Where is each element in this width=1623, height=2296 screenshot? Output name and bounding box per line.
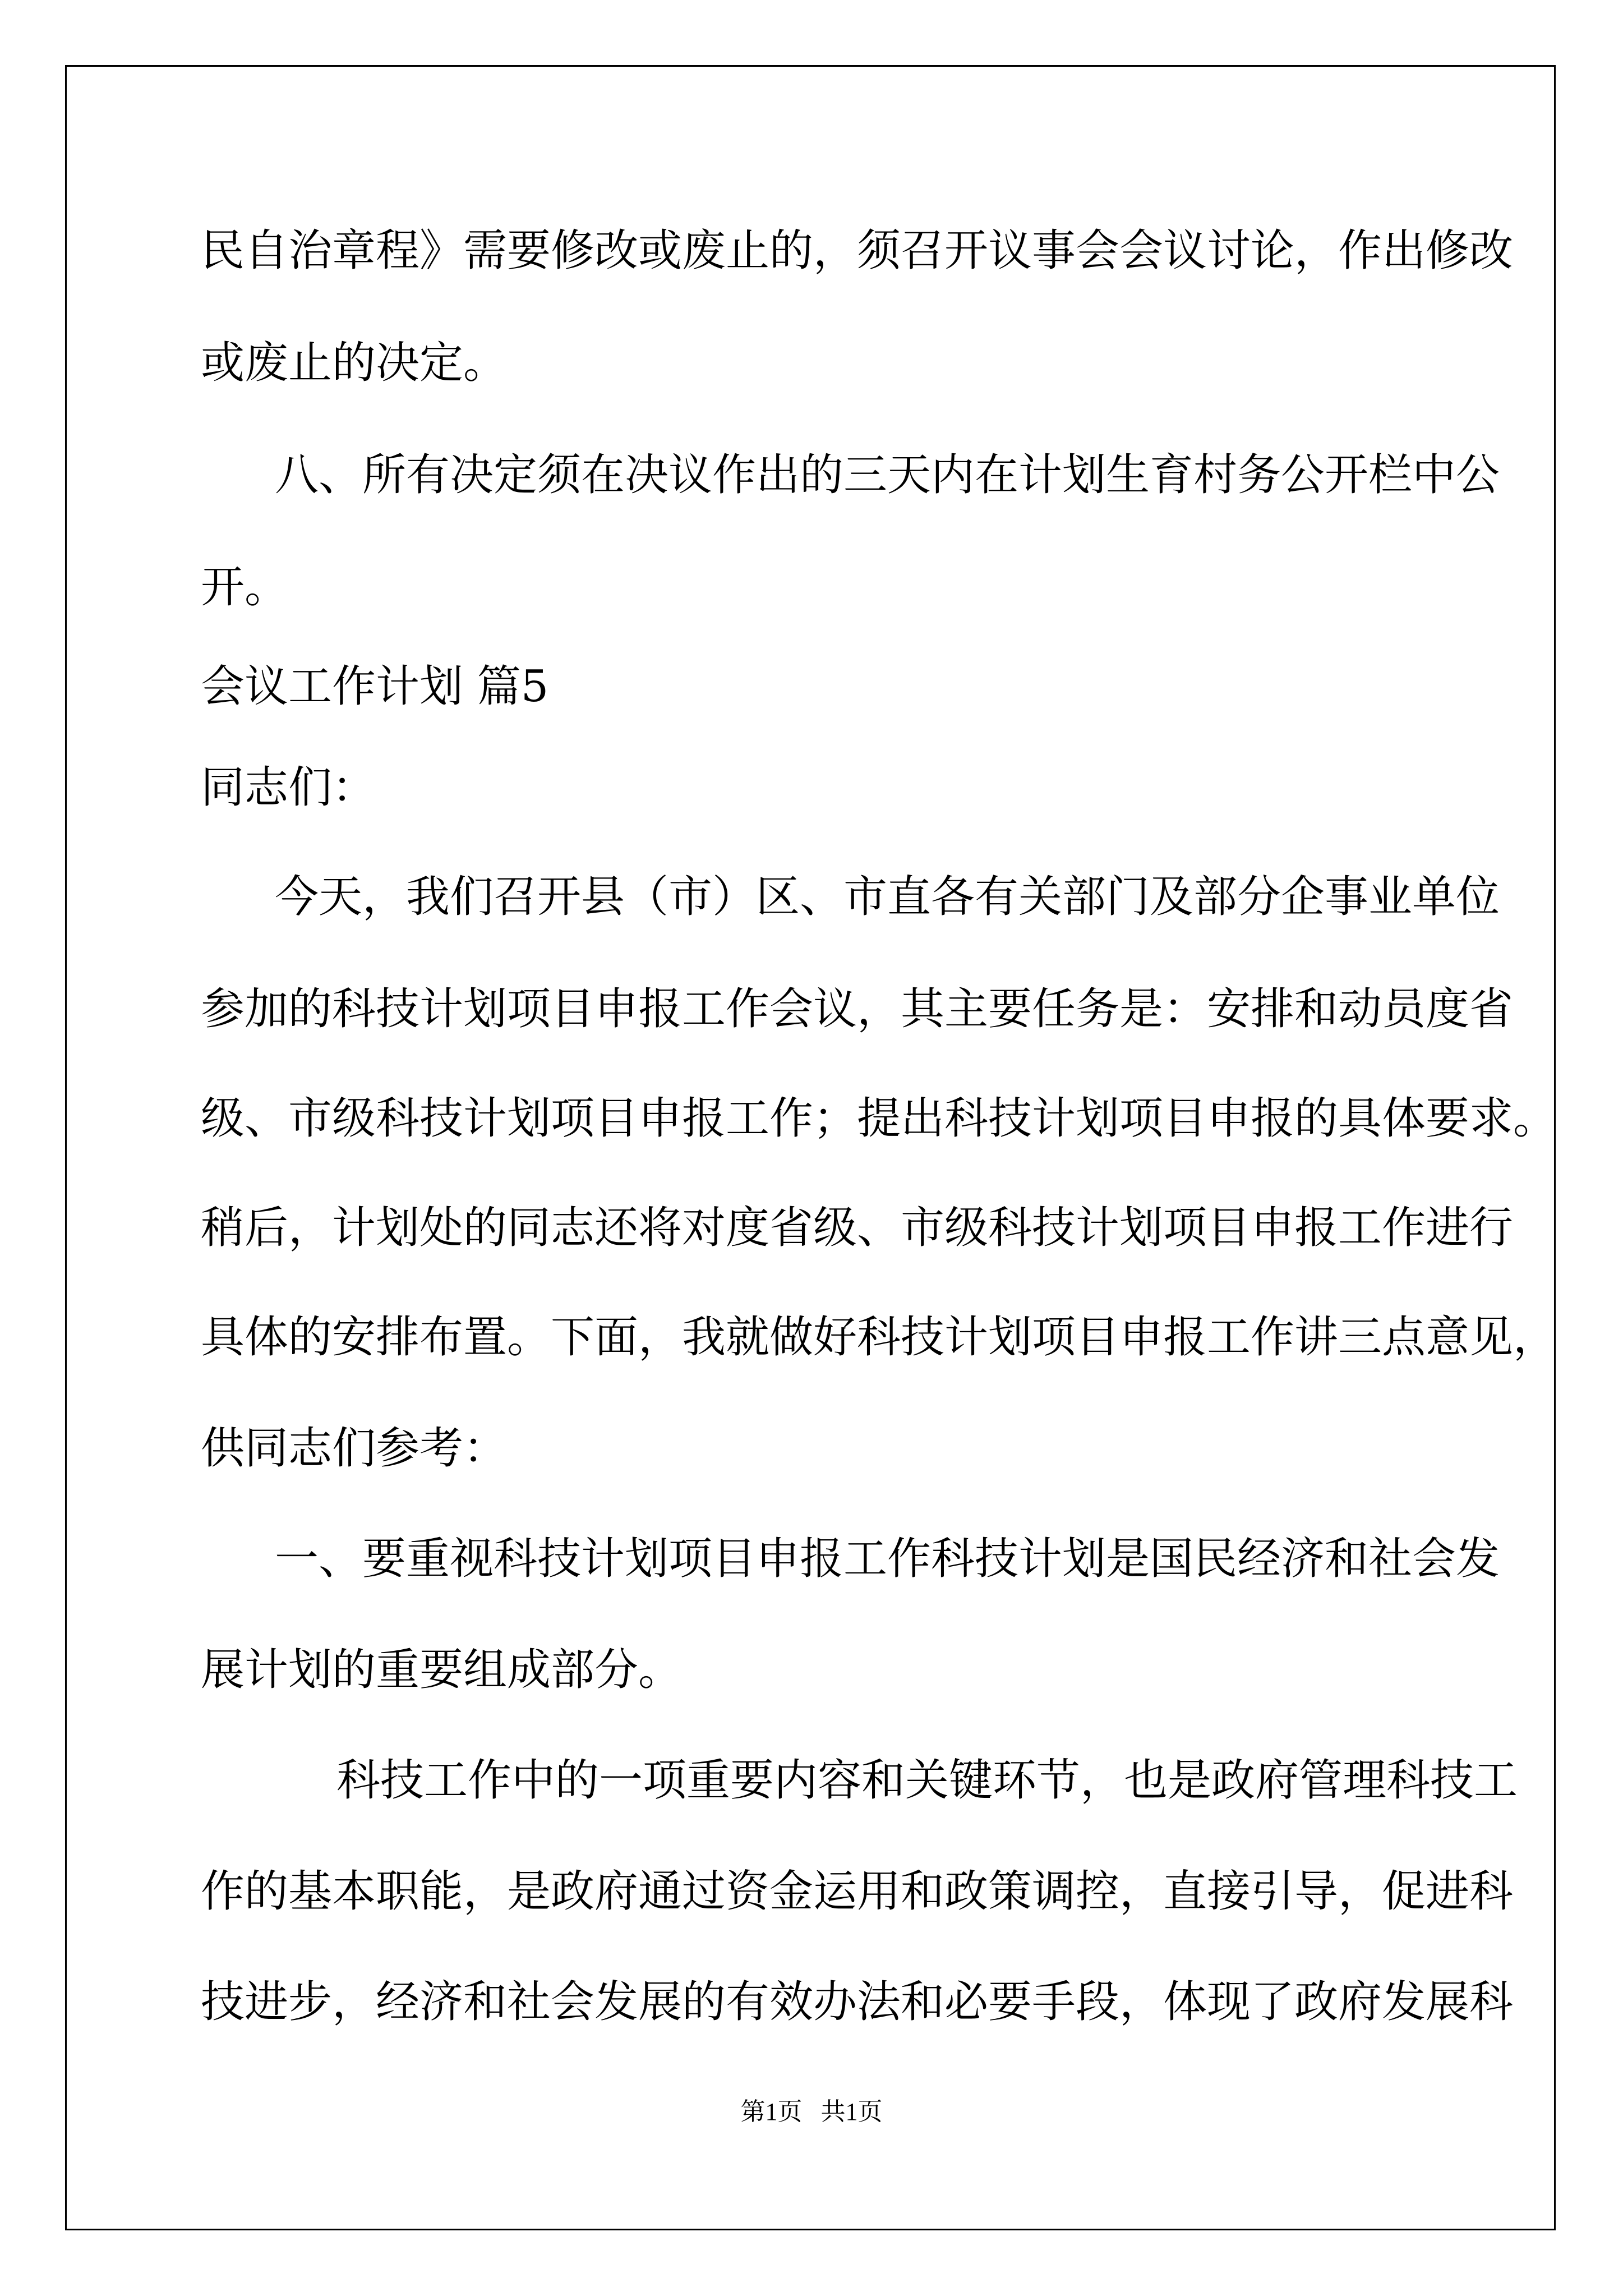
body-text-line: 民自治章程》需要修改或废止的，须召开议事会会议讨论，作出修改 (201, 226, 1514, 276)
body-text-line: 作的基本职能，是政府通过资金运用和政策调控，直接引导，促进科 (201, 1866, 1514, 1917)
body-text-line: 或废止的决定。 (201, 338, 508, 388)
body-text-line: 供同志们参考： (201, 1423, 508, 1474)
body-text-line: 今天，我们召开县（市）区、市直各有关部门及部分企事业单位 (275, 872, 1500, 922)
salutation: 同志们： (201, 762, 376, 813)
body-text-line: 技进步，经济和社会发展的有效办法和必要手段，体现了政府发展科 (201, 1977, 1514, 2027)
body-text-line: 开。 (201, 562, 289, 613)
section-heading: 会议工作计划 篇5 (201, 661, 549, 712)
body-text-line: 具体的安排布置。下面，我就做好科技计划项目申报工作讲三点意见， (201, 1312, 1557, 1363)
body-text-line: 稍后，计划处的同志还将对度省级、市级科技计划项目申报工作进行 (201, 1203, 1514, 1253)
body-text-line: 展计划的重要组成部分。 (201, 1645, 683, 1695)
body-text-line: 科技工作中的一项重要内容和关键环节，也是政府管理科技工 (336, 1755, 1518, 1806)
body-text-line: 八、所有决定须在决议作出的三天内在计划生育村务公开栏中公 (275, 450, 1500, 500)
page-number-footer: 第1页 共1页 (740, 2098, 883, 2125)
body-text-line: 一、要重视科技计划项目申报工作科技计划是国民经济和社会发 (275, 1534, 1500, 1584)
body-text-line: 级、市级科技计划项目申报工作；提出科技计划项目申报的具体要求。 (201, 1093, 1557, 1144)
body-text-line: 参加的科技计划项目申报工作会议，其主要任务是：安排和动员度省 (201, 984, 1514, 1034)
